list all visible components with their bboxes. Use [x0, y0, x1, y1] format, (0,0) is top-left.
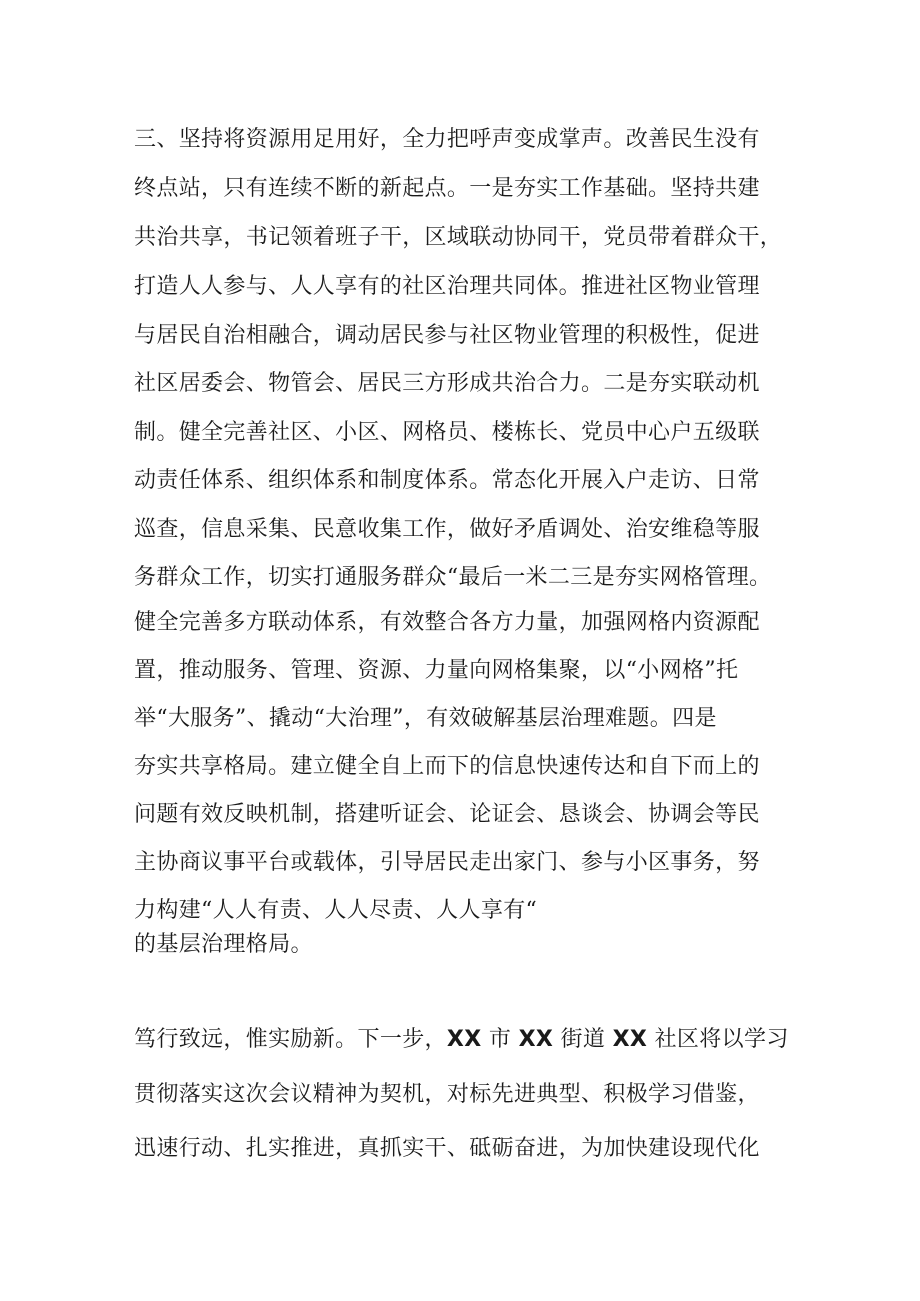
- text-line: 巡查，信息采集、民意收集工作，做好矛盾调处、治安维稳等服: [134, 517, 760, 542]
- text-line: 贯彻落实这次会议精神为契机，对标先进典型、积极学习借鉴，: [134, 1082, 760, 1107]
- placeholder-xx: XX: [612, 1027, 648, 1052]
- text-line: 制。健全完善社区、小区、网格员、楼栋长、党员中心户五级联: [134, 420, 760, 445]
- text-line: 力构建“人人有责、人人尽责、人人享有“: [134, 898, 538, 923]
- text-line: 终点站，只有连续不断的新起点。一是夯实工作基础。坚持共建: [134, 176, 760, 201]
- text-line: 问题有效反映机制，搭建听证会、论证会、恳谈会、协调会等民: [134, 802, 760, 827]
- text-span: 市: [488, 1027, 512, 1052]
- text-span: 笃行致远，惟实励新。下一步，: [134, 1027, 447, 1052]
- text-span: 社区将以学习: [654, 1027, 789, 1052]
- text-line: 举“大服务”、撬动“大治理”，有效破解基层治理难题。四是: [134, 706, 717, 731]
- text-line: 健全完善多方联动体系，有效整合各方力量，加强网格内资源配: [134, 610, 760, 635]
- placeholder-xx: XX: [518, 1027, 554, 1052]
- text-line: 夯实共享格局。建立健全自上而下的信息快速传达和自下而上的: [134, 754, 760, 779]
- text-line: 动责任体系、组织体系和制度体系。常态化开展入户走访、日常: [134, 468, 760, 493]
- text-line: 主协商议事平台或载体，引导居民走出家门、参与小区事务，努: [134, 850, 760, 875]
- text-line: 迅速行动、扎实推进，真抓实干、砥砺奋进，为加快建设现代化: [134, 1136, 760, 1161]
- text-line: 与居民自治相融合，调动居民参与社区物业管理的积极性，促进: [134, 323, 760, 348]
- text-line: 共治共享，书记领着班子干，区域联动协同干，党员带着群众干，: [134, 225, 783, 250]
- text-line: 社区居委会、物管会、居民三方形成共治合力。二是夯实联动机: [134, 371, 760, 396]
- text-line: 务群众工作，切实打通服务群众“最后一米二三是夯实网格管理。: [134, 565, 772, 590]
- text-line: 置，推动服务、管理、资源、力量向网格集聚，以“小网格”托: [134, 658, 739, 683]
- text-line: [134, 1025, 814, 1055]
- text-line: 的基层治理格局。: [134, 932, 313, 957]
- text-line: 三、坚持将资源用足用好，全力把呼声变成掌声。改善民生没有: [134, 127, 760, 152]
- text-span: 街道: [560, 1027, 606, 1052]
- text-line: 打造人人参与、人人享有的社区治理共同体。推进社区物业管理: [134, 274, 760, 299]
- placeholder-xx: XX: [446, 1027, 482, 1052]
